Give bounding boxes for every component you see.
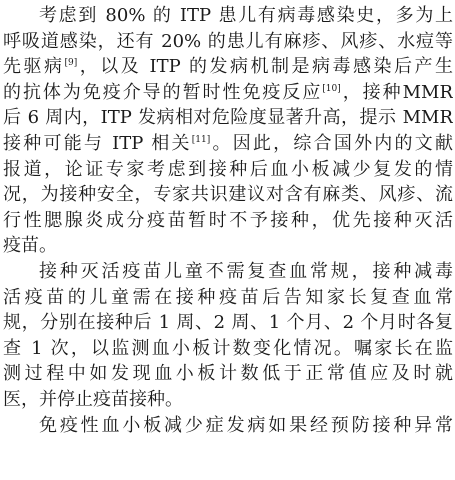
line-text: ，以及 ITP 的发病机制是病毒感染后产生 bbox=[77, 56, 453, 78]
text-line: 免疫性血小板减少症发病如果经预防接种异常 bbox=[39, 414, 453, 436]
text-line: 考虑到 80% 的 ITP 患儿有病毒感染史，多为上 bbox=[39, 5, 453, 26]
text-line: 查 1 次，以监测血小板计数变化情况。嘱家长在监 bbox=[3, 337, 453, 359]
line-text: 接种可能与 ITP 相关 bbox=[3, 132, 192, 154]
text-line: 报道，论证专家考虑到接种后血小板减少复发的情 bbox=[3, 158, 453, 180]
text-line: 后 6 周内，ITP 发病相对危险度显著升高，提示 MMR bbox=[3, 107, 453, 129]
citation-ref-10: [10] bbox=[322, 83, 341, 94]
text-line: 行性腮腺炎成分疫苗暂时不予接种，优先接种灭活 bbox=[3, 209, 453, 231]
paragraph-2 bbox=[3, 259, 453, 413]
line-text: 。因此，综合国外内的文献 bbox=[210, 132, 453, 154]
line-text: 先驱病 bbox=[3, 56, 65, 78]
paragraph-1 bbox=[3, 3, 453, 259]
text-line: 医，并停止疫苗接种。 bbox=[3, 388, 183, 410]
text-line: 况，为接种安全，专家共识建议对含有麻类、风疹、流 bbox=[3, 184, 453, 206]
text-line bbox=[3, 54, 453, 80]
citation-ref-11: [11] bbox=[191, 134, 211, 145]
text-line: 呼吸道感染，还有 20% 的患儿有麻疹、风疹、水痘等 bbox=[3, 30, 453, 52]
text-line bbox=[3, 80, 453, 106]
text-line: 测过程中如发现血小板计数低于正常值应及时就 bbox=[3, 363, 453, 385]
line-text: ，接种MMR bbox=[340, 81, 453, 103]
text-line: 接种灭活疫苗儿童不需复查血常规，接种减毒 bbox=[39, 260, 453, 282]
text-line: 规，分别在接种后 1 周、2 周、1 个月、2 个月时各复 bbox=[3, 312, 453, 334]
citation-ref-9: [9] bbox=[64, 58, 78, 69]
text-line: 活疫苗的儿童需在接种疫苗后告知家长复查血常 bbox=[3, 286, 453, 308]
paragraph-3 bbox=[3, 413, 453, 439]
text-line: 疫苗。 bbox=[3, 235, 57, 257]
line-text: 的抗体为免疫介导的暂时性免疫反应 bbox=[3, 81, 323, 103]
text-line bbox=[3, 131, 453, 157]
